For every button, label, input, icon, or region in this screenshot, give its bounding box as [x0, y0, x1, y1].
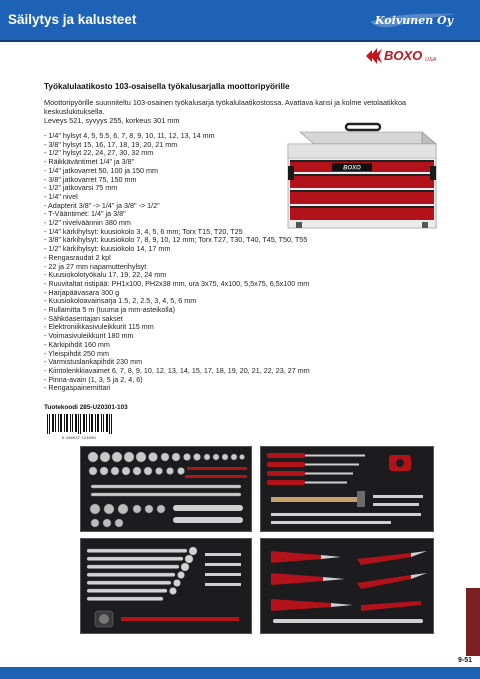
product-title: Työkalulaatikosto 103-osaisella työkalusarjalla moottoripyörille [44, 82, 290, 91]
spec-item: - Kiintolenkkiavaimet 6, 7, 8, 9, 10, 12, 13, 14, 15, 17, 18, 19, 20, 21, 22, 23, 27 mm [44, 367, 334, 376]
barcode-image [44, 413, 114, 435]
page-number: 9-51 [457, 657, 472, 664]
intro-text: Moottoripyörille suunniteltu 103-osainen työkalusarja työkalulaatikostossa. Avattava kansi ja kolme vetolaatikkoa keskuslukituksella. [44, 98, 407, 116]
spec-item: - 22 ja 27 mm napamutterihylsyt [44, 263, 334, 272]
section-side-tab [466, 588, 480, 656]
screwdriver-tray-image [260, 446, 434, 532]
barcode-number: 6 438537 124080 [61, 435, 97, 440]
company-logo [366, 8, 462, 32]
spec-item: - 1/2" jatkovarsi 75 mm [44, 184, 334, 193]
spec-item: - Rengaspainemittari [44, 384, 334, 393]
svg-text:BOXO: BOXO [343, 165, 361, 172]
spec-item: - 3/8" jatkovarret 75, 150 mm [44, 176, 334, 185]
spec-item: - Kärkipihdit 160 mm [44, 341, 334, 350]
spec-item: - 1/2" kärkihylsyt: kuusiokolo 14, 17 mm [44, 245, 334, 254]
spec-item: - Ruuvitaltat ristipää: PH1x100, PH2x38 mm, ura 3x75, 4x100, 5,5x75, 6,5x100 mm [44, 280, 334, 289]
spec-item: - Rengasraudat 2 kpl [44, 254, 334, 263]
spec-item: - Räikkäväntimet 1/4" ja 3/8" [44, 158, 334, 167]
spec-item: - Voimasivuleikkurit 180 mm [44, 332, 334, 341]
spec-item: - 1/4" jatkovarret 50, 100 ja 150 mm [44, 167, 334, 176]
spec-item: - 1/4" hylsyt 4, 5, 5.5, 6, 7, 8, 9, 10, 11, 12, 13, 14 mm [44, 132, 334, 141]
wrench-tray-image [80, 538, 252, 634]
page-footer [0, 667, 480, 679]
spec-item: - T-Vääntimet: 1/4" ja 3/8" [44, 210, 334, 219]
spec-item: - Rullamitta 5 m (tuuma ja mm-asteikolla) [44, 306, 334, 315]
spec-item: - Pinna-avain (1, 3, 5 ja 2, 4, 6) [44, 376, 334, 385]
tool-chest-image [284, 118, 442, 240]
socket-tray-image [80, 446, 252, 532]
svg-text:USA: USA [425, 57, 437, 63]
spec-item: - Varmistuslankapihdit 230 mm [44, 358, 334, 367]
spec-item: - 1/2" hylsyt 22, 24, 27, 30, 32 mm [44, 149, 334, 158]
product-code: Tuotekoodi 285-U20301-103 [44, 404, 128, 411]
spec-item: - Elektroniikkasivuleikkurit 115 mm [44, 323, 334, 332]
spec-item: - 3/8" kärkihylsyt: kuusiokolo 7, 8, 9, 10, 12 mm; Torx T27, T30, T40, T45, T50, T55 [44, 236, 334, 245]
spec-item: - Sähköasentajan sakset [44, 315, 334, 324]
boxo-brand-logo [362, 44, 442, 68]
svg-text:BOXO: BOXO [384, 48, 423, 63]
spec-item: - Adapterit 3/8" -> 1/4" ja 3/8" -> 1/2" [44, 202, 334, 211]
section-title: Säilytys ja kalusteet [8, 12, 137, 27]
pliers-tray-image [260, 538, 434, 634]
spec-item: - 1/4" nivel [44, 193, 334, 202]
spec-item: - 1/4" kärkihylsyt: kuusiokolo 3, 4, 5, 6 mm; Torx T15, T20, T25 [44, 228, 334, 237]
spec-item: - Harjapäävasara 300 g [44, 289, 334, 298]
dimensions-text: Leveys 521, syvyys 255, korkeus 301 mm [44, 116, 180, 125]
spec-item: - Kuusiokoloavainsarja 1.5, 2, 2.5, 3, 4, 5, 6 mm [44, 297, 334, 306]
spec-item: - Yleispihdit 250 mm [44, 350, 334, 359]
page-header [0, 0, 480, 42]
spec-item: - 3/8" hylsyt 15, 16, 17, 18, 19, 20, 21 mm [44, 141, 334, 150]
spec-item: - Kuusiokolotyökalu 17, 19, 22, 24 mm [44, 271, 334, 280]
spec-item: - 1/2" nivelväännin 380 mm [44, 219, 334, 228]
svg-text:Koivunen Oy: Koivunen Oy [374, 14, 454, 27]
